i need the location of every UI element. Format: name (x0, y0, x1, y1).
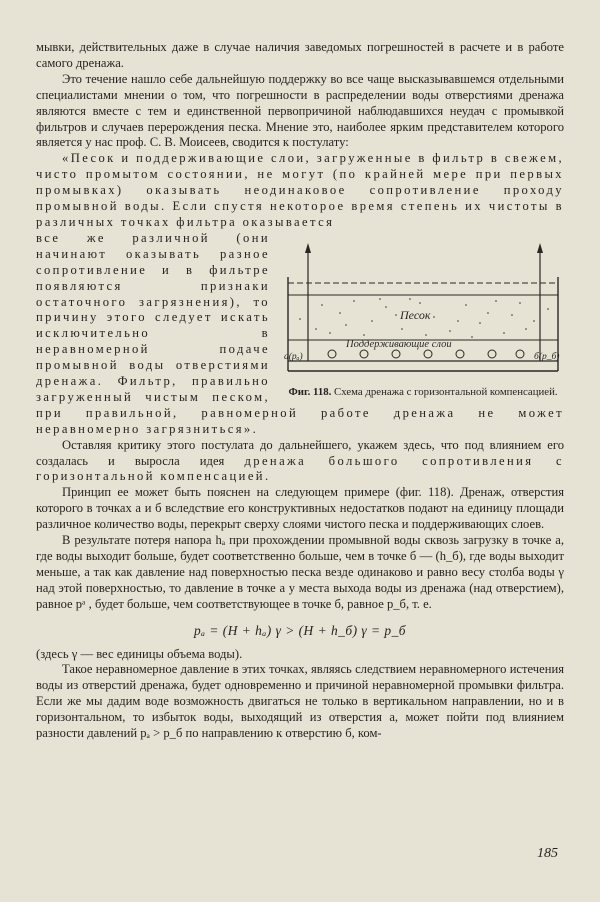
paragraph-8: Такое неравномерное давление в этих точках, являясь следствием неравномерного истечения воды из отверстий дренажа, будет одновременно и причиной неравномерной промывки фильтра. Если же мы дадим воде возможность двигаться не только в вертикальном направлении, но и в горизонтальном, то избыток воды, выходящий из отверстия а, может пойти под влиянием разности давлений pₐ > p_б по направлению к отверстию б, ком- (36, 662, 564, 741)
paragraph-3-postulate-b: все же различной (они начинают оказывать разное сопротивление и в фильтре появляются признаки остаточного загрязнения), то причину этого следует искать исключительно в неравномерной подаче промывной воды отверстиями дренажа. Фильтр, правильно загруженный чистым песком, при правильной, равномерной работе дренажа не может неравномерно загрязниться». (36, 230, 564, 436)
paragraph-4-text: Оставляя критику этого постулата до дальнейшего, укажем здесь, что под влиянием его создалась и выросла идея (36, 437, 564, 468)
paragraph-7: (здесь γ — вес единицы объема воды). (36, 646, 243, 661)
gravel-circles (328, 350, 524, 358)
figure-number: Фиг. 118. (288, 385, 332, 398)
sand-label: Песок (400, 307, 431, 322)
page-number: 185 (537, 846, 558, 862)
paragraph-4 (36, 438, 564, 486)
support-layers-label: Поддерживающие слои (346, 338, 452, 350)
paragraph-4-emphasis: дренажа большого сопротивления с горизонтальной компенсацией. (36, 453, 564, 484)
figure-caption (282, 386, 564, 399)
paragraph-3-postulate-a: «Песок и поддерживающие слои, загруженные в фильтр в свежем, чисто промытом состоянии, не могут (по крайней мере при первых промывках) оказывать неодинаковое сопротивление проходу промывной воды. Если спустя некоторое время степень их чистоты в различных точках фильтра оказывается (36, 151, 564, 229)
paragraph-6: В результате потеря напора hₐ при прохождении промывной воды сквозь загрузку в точке а, где воды выходит больше, будет соответственно больше, чем в точке б — (h_б), где воды выходит меньше, а так как давление над поверхностью песка везде одинаково и равно весу столба воды γ над этой поверхностью, то давление в точке а у места выхода воды из дренажа (над отверстием), равное pᵃ , будет больше, чем соответствующее в точке б, равное p_б, т. е. (36, 533, 564, 611)
point-b-label: б(p_б) (534, 351, 560, 362)
paragraph-5: Принцип ее может быть пояснен на следующем примере (фиг. 118). Дренаж, отверстия которого в точках а и б вследствие его конструктивных недостатков подают на единицу площади различное количество воды, перекрыт сверху слоями чистого песка и поддерживающих слоев. (36, 485, 564, 532)
paragraph-1: мывки, действительных даже в случае наличия заведомых погрешностей в расчете и в работе самого дренажа. (36, 40, 564, 70)
drainage-diagram (282, 233, 564, 383)
figure-caption-text: Схема дренажа с горизонтальной компенсацией. (334, 385, 558, 398)
pressure-formula: pₐ = (H + hₐ) γ > (H + h_б) γ = p_б (193, 622, 407, 638)
paragraph-2: Это течение нашло себе дальнейшую поддержку во все чаще высказывавшемся отдельными специалистами мнении о том, что погрешности в распределении воды отверстиями дренажа являются вместе с тем и единственной первопричиной наблюдавшихся неудач с промывкой фильтров и случаев перерождения песка. Мнение это, наиболее ярким представителем которого является у нас проф. С. В. Моисеев, сводится к постулату: (36, 71, 564, 150)
point-a-label: а(pₐ) (284, 351, 303, 362)
figure-118 (282, 233, 564, 399)
